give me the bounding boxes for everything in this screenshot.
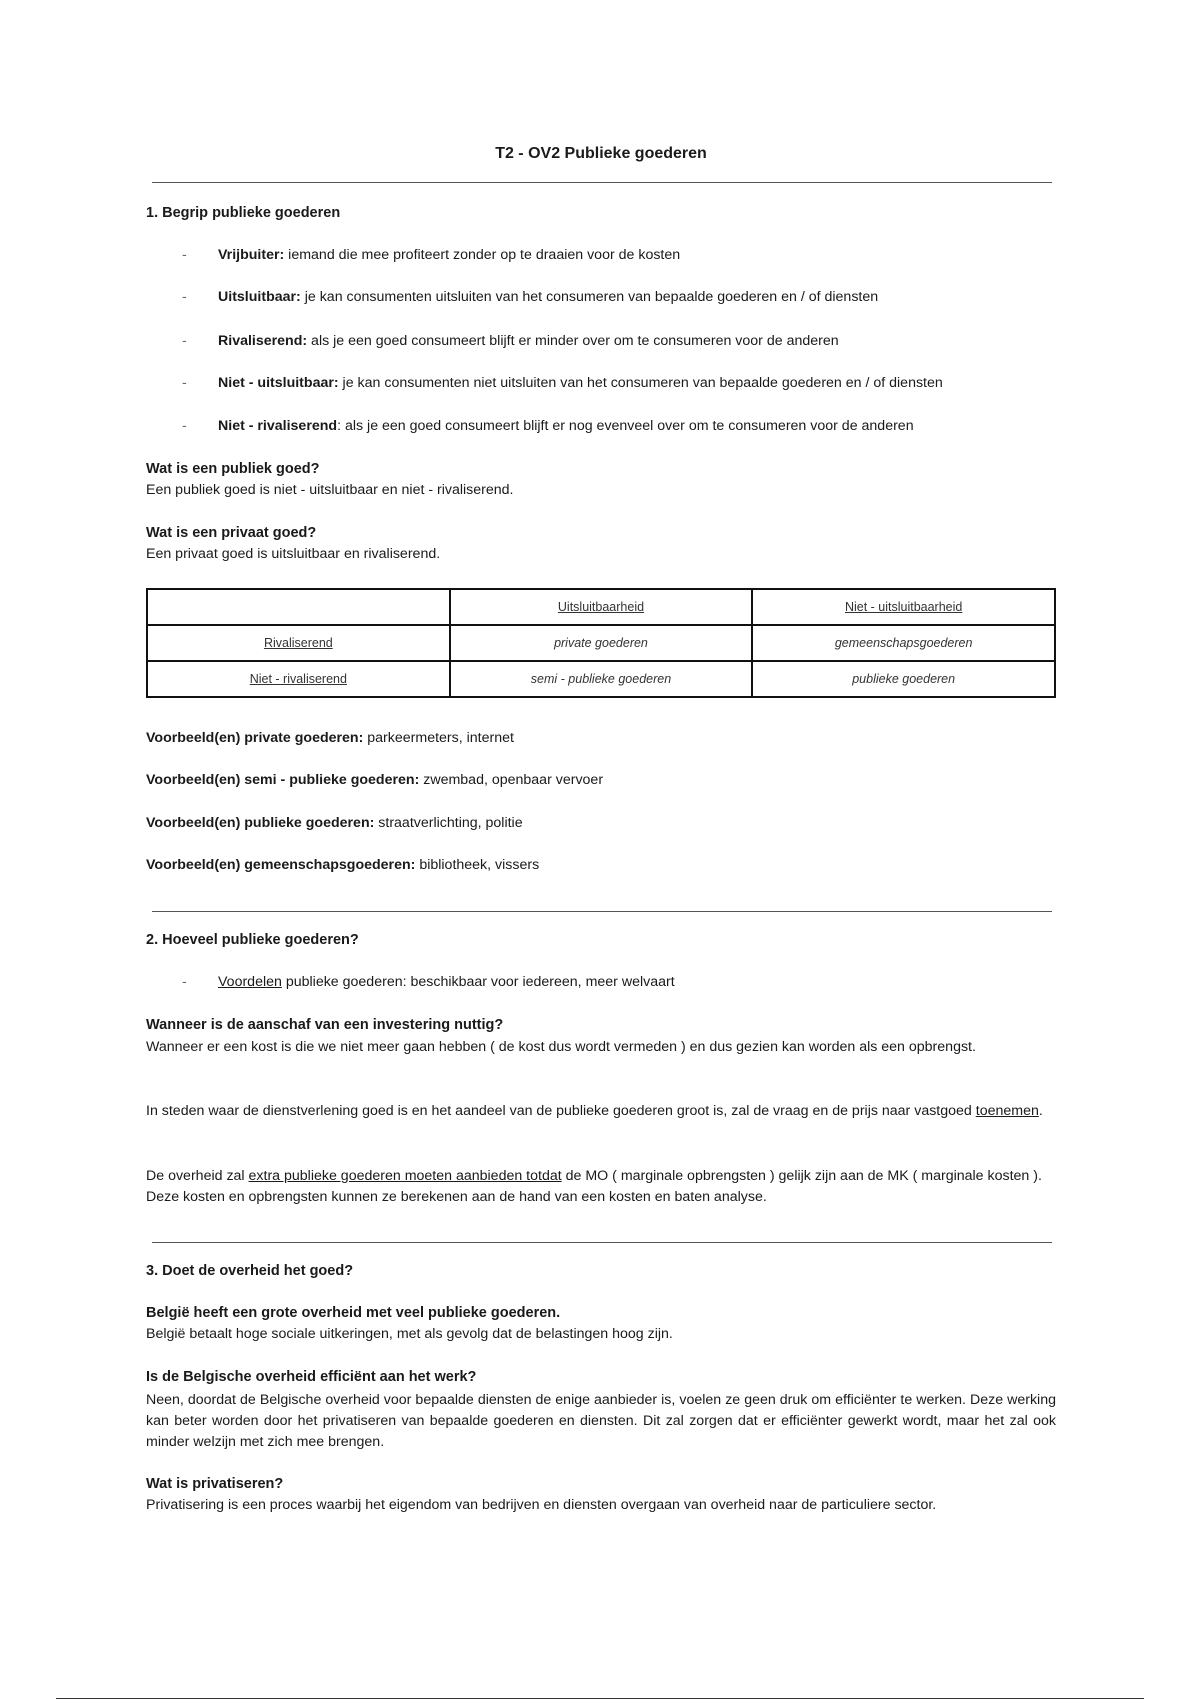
section-2-heading: 2. Hoeveel publieke goederen? (146, 932, 359, 948)
bullet-item: - Niet - rivaliserend: als je een goed consumeert blijft er nog evenveel over om te consumeren voor de anderen (182, 418, 914, 434)
table-row-header: Rivaliserend (147, 625, 450, 661)
footer-divider (56, 1698, 1144, 1699)
divider (152, 1242, 1052, 1243)
table-cell: private goederen (450, 625, 753, 661)
bullet-text: : als je een goed consumeert blijft er nog evenveel over om te consumeren voor de anderen (337, 418, 914, 434)
table-col-header: Niet - uitsluitbaarheid (752, 589, 1055, 625)
bullet-term: Uitsluitbaar: (218, 289, 301, 305)
example-line: Voorbeeld(en) gemeenschapsgoederen: bibliotheek, vissers (146, 857, 540, 873)
example-line: Voorbeeld(en) private goederen: parkeermeters, internet (146, 730, 514, 746)
bullet-term: Niet - rivaliserend (218, 418, 338, 434)
bullet-item: - Vrijbuiter: iemand die mee profiteert zonder op te draaien voor de kosten (182, 247, 681, 263)
goods-classification-table (146, 588, 1056, 698)
paragraph: De overheid zal extra publieke goederen moeten aanbieden totdat de MO ( marginale opbrengsten ) gelijk zijn aan de MK ( marginale kosten ). Deze kosten en opbrengsten kunnen ze berekenen aan de hand van een kosten en baten analyse. (146, 1168, 1042, 1205)
answer-text: België betaalt hoge sociale uitkeringen, met als gevolg dat de belastingen hoog zijn. (146, 1326, 673, 1342)
paragraph: In steden waar de dienstverlening goed is en het aandeel van de publieke goederen groot is, zal de vraag en de prijs naar vastgoed toenemen. (146, 1103, 1043, 1119)
table-cell-empty (147, 589, 450, 625)
bullet-text: publieke goederen: beschikbaar voor iedereen, meer welvaart (281, 974, 675, 990)
table-row-header: Niet - rivaliserend (147, 661, 450, 697)
answer-text: Privatisering is een proces waarbij het eigendom van bedrijven en diensten overgaan van overheid naar de particuliere sector. (146, 1497, 937, 1513)
question-heading: Wat is een privaat goed? (146, 525, 317, 541)
table-row (147, 625, 1055, 661)
bullet-term: Vrijbuiter: (218, 247, 285, 263)
table-col-header: Uitsluitbaarheid (450, 589, 753, 625)
bullet-item: - Uitsluitbaar: je kan consumenten uitsluiten van het consumeren van bepaalde goederen en / of diensten (182, 289, 879, 305)
section-3-heading: 3. Doet de overheid het goed? (146, 1263, 354, 1279)
question-heading: België heeft een grote overheid met veel publieke goederen. (146, 1305, 561, 1321)
table-row (147, 661, 1055, 697)
table-row (147, 589, 1055, 625)
page-title: T2 - OV2 Publieke goederen (495, 145, 707, 162)
table-cell: gemeenschapsgoederen (752, 625, 1055, 661)
bullet-item: - Voordelen publieke goederen: beschikbaar voor iedereen, meer welvaart (182, 974, 675, 990)
bullet-item: - Niet - uitsluitbaar: je kan consumenten niet uitsluiten van het consumeren van bepaalde goederen en / of diensten (182, 375, 943, 391)
example-line: Voorbeeld(en) publieke goederen: straatverlichting, politie (146, 815, 523, 831)
question-heading: Is de Belgische overheid efficiënt aan het werk? (146, 1369, 477, 1385)
example-line: Voorbeeld(en) semi - publieke goederen: zwembad, openbaar vervoer (146, 772, 604, 788)
bullet-text: je kan consumenten niet uitsluiten van het consumeren van bepaalde goederen en / of diensten (338, 375, 943, 391)
question-heading: Wat is een publiek goed? (146, 461, 320, 477)
bullet-term: Voordelen (218, 974, 282, 990)
table-cell: semi - publieke goederen (450, 661, 753, 697)
answer-text: Een privaat goed is uitsluitbaar en rivaliserend. (146, 546, 441, 562)
bullet-text: als je een goed consumeert blijft er minder over om te consumeren voor de anderen (307, 333, 839, 349)
bullet-term: Rivaliserend: (218, 333, 308, 349)
question-heading: Wat is privatiseren? (146, 1476, 284, 1492)
answer-text: Een publiek goed is niet - uitsluitbaar en niet - rivaliserend. (146, 482, 514, 498)
bullet-text: iemand die mee profiteert zonder op te draaien voor de kosten (284, 247, 681, 263)
bullet-item: - Rivaliserend: als je een goed consumeert blijft er minder over om te consumeren voor de anderen (182, 333, 839, 349)
paragraph: Neen, doordat de Belgische overheid voor bepaalde diensten de enige aanbieder is, voelen ze geen druk om efficiënter te werken. Deze werking kan beter worden door het privatiseren van bepaalde goederen en diensten. Dit zal zorgen dat er efficiënter gewerkt wordt, maar het zal ook minder welzijn met zich mee brengen. (146, 1392, 1056, 1450)
paragraph: Wanneer er een kost is die we niet meer gaan hebben ( de kost dus wordt vermeden ) en dus gezien kan worden als een opbrengst. (146, 1039, 976, 1055)
section-1-heading: 1. Begrip publieke goederen (146, 205, 341, 221)
bullet-text: je kan consumenten uitsluiten van het consumeren van bepaalde goederen en / of diensten (300, 289, 879, 305)
bullet-term: Niet - uitsluitbaar: (218, 375, 339, 391)
divider (152, 911, 1052, 912)
question-heading: Wanneer is de aanschaf van een investering nuttig? (146, 1017, 504, 1033)
table-cell: publieke goederen (752, 661, 1055, 697)
divider (152, 182, 1052, 183)
